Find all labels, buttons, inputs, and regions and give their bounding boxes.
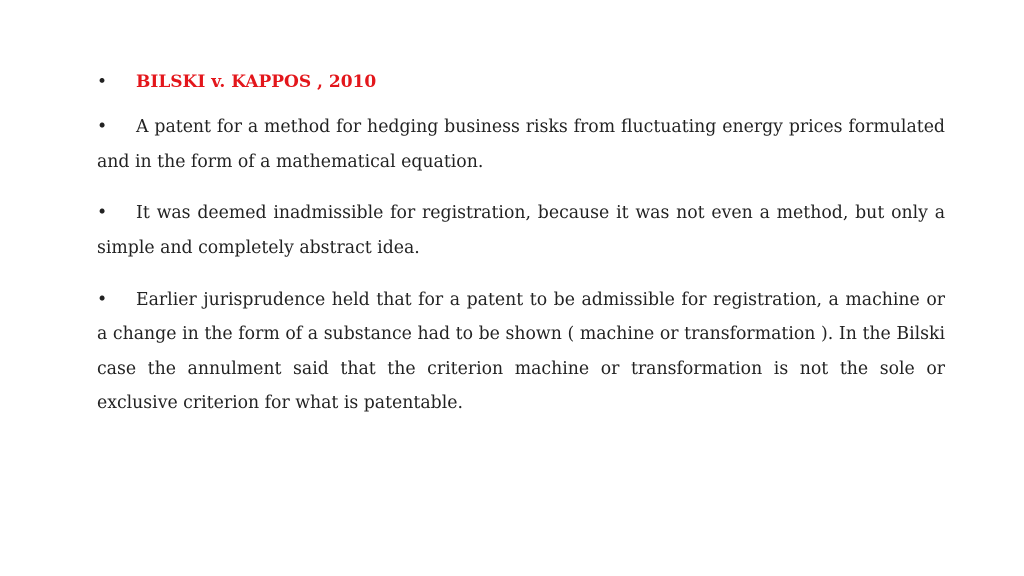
paragraph-3: [97, 283, 945, 421]
bullet-icon: •: [97, 203, 108, 224]
bullet-icon: •: [97, 289, 108, 310]
paragraph-text: Earlier jurisprudence held that for a patent to be admissible for registration, a machine or a change in the form of a substance had to be shown ( machine or transformation ). In the Bilski case the annulment said that the criterion machine or transformation is not the sole or exclusive criterion for what is patentable.: [97, 289, 945, 414]
paragraph-1: [97, 110, 945, 179]
paragraph-text: It was deemed inadmissible for registration, because it was not even a method, but only a simple and completely abstract idea.: [97, 203, 945, 258]
title-row: [97, 64, 945, 100]
paragraph-text: A patent for a method for hedging business risks from fluctuating energy prices formulated and in the form of a mathematical equation.: [97, 117, 945, 172]
slide-content: [97, 64, 945, 438]
slide-title: BILSKI v. KAPPOS , 2010: [136, 72, 377, 92]
bullet-icon: •: [97, 72, 108, 92]
paragraph-2: [97, 196, 945, 265]
bullet-icon: •: [97, 117, 108, 137]
